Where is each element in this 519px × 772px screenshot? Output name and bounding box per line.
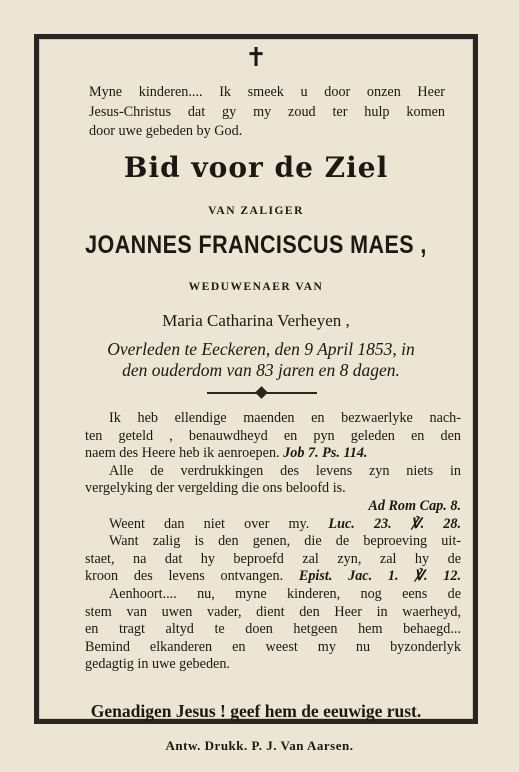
verse-line	[85, 551, 461, 569]
verse-text: en tragt altyd te doen hetgeen hem behaegd...	[85, 621, 461, 638]
verse-text: gedagtig in uwe gebeden.	[85, 656, 230, 673]
verse-text: Bemind elkanderen en weest my nu byzonderlyk	[85, 638, 461, 655]
verse-line	[85, 639, 461, 657]
scripture-reference: Job 7. Ps. 114.	[283, 445, 368, 462]
scripture-reference: Ad Rom Cap. 8.	[368, 497, 461, 514]
verse-line	[85, 656, 461, 674]
scripture-reference: Epist. Jac. 1. ℣. 12.	[298, 568, 462, 585]
verse-line	[85, 621, 461, 639]
verse-text: Want zalig is den genen, die de beproeving uit-	[109, 533, 461, 550]
verse-line	[85, 480, 461, 498]
verse-line	[85, 445, 461, 463]
scripture-reference: Luc. 23. ℣. 28.	[328, 515, 462, 532]
verse-text: Aenhoort.... nu, myne kinderen, nog eens de	[109, 585, 461, 602]
verse-text: ten geteld , benauwdheyd en pyn geleden en den	[85, 427, 461, 444]
verse-line	[85, 428, 461, 446]
death-line-1: Overleden te Eeckeren, den 9 April 1853, in	[107, 339, 415, 359]
verse-line	[85, 533, 461, 551]
verse-line	[85, 604, 461, 622]
verse-line	[85, 568, 461, 586]
death-line-2: den ouderdom van 83 jaren en 8 dagen.	[122, 360, 400, 380]
widower-of: WEDUWENAER VAN	[188, 281, 324, 293]
verse-text: Alle de verdrukkingen des levens zyn niets in	[109, 462, 461, 479]
verse-line	[85, 498, 461, 516]
verse-text: vergelyking der vergelding die ons beloofd is.	[85, 480, 346, 497]
intro-line: Myne kinderen.... Ik smeek u door onzen Heer	[89, 84, 445, 100]
verse-line	[85, 586, 461, 604]
divider-ornament	[255, 386, 268, 399]
heading: Bid voor de Ziel	[123, 151, 389, 184]
memorial-card	[34, 34, 478, 724]
deceased-name: JOANNES FRANCISCUS MAES ,	[85, 231, 427, 259]
verse-line	[85, 410, 461, 428]
verse-text: Ik heb ellendige maenden en bezwaerlyke nach-	[109, 410, 461, 426]
printer-imprint: Antw. Drukk. P. J. Van Aarsen.	[165, 738, 354, 753]
verse-text: staet, na dat hy beproefd zal zyn, zal hy de	[85, 550, 461, 567]
spouse-name: Maria Catharina Verheyen ,	[162, 311, 350, 330]
verse-text: stem van uwen vader, dient den Heer in waerheyd,	[85, 603, 461, 620]
van-zaliger: VAN ZALIGER	[208, 205, 304, 217]
verses	[85, 410, 461, 674]
cross-icon: ✝	[245, 43, 267, 72]
closing-prayer: Genadigen Jesus ! geef hem de eeuwige rust.	[90, 701, 422, 721]
verse-line	[85, 463, 461, 481]
intro-paragraph	[89, 83, 445, 142]
verse-line	[85, 516, 461, 534]
intro-line: Jesus-Christus dat gy my zoud ter hulp komen	[89, 103, 445, 120]
verse-text: naem des Heere heb ik aenroepen.	[85, 445, 280, 462]
death-details	[69, 339, 453, 381]
verse-text: Weent dan niet over my.	[109, 515, 310, 532]
verse-text: kroon des levens ontvangen.	[85, 568, 284, 585]
intro-line: door uwe gebeden by God.	[89, 123, 243, 139]
